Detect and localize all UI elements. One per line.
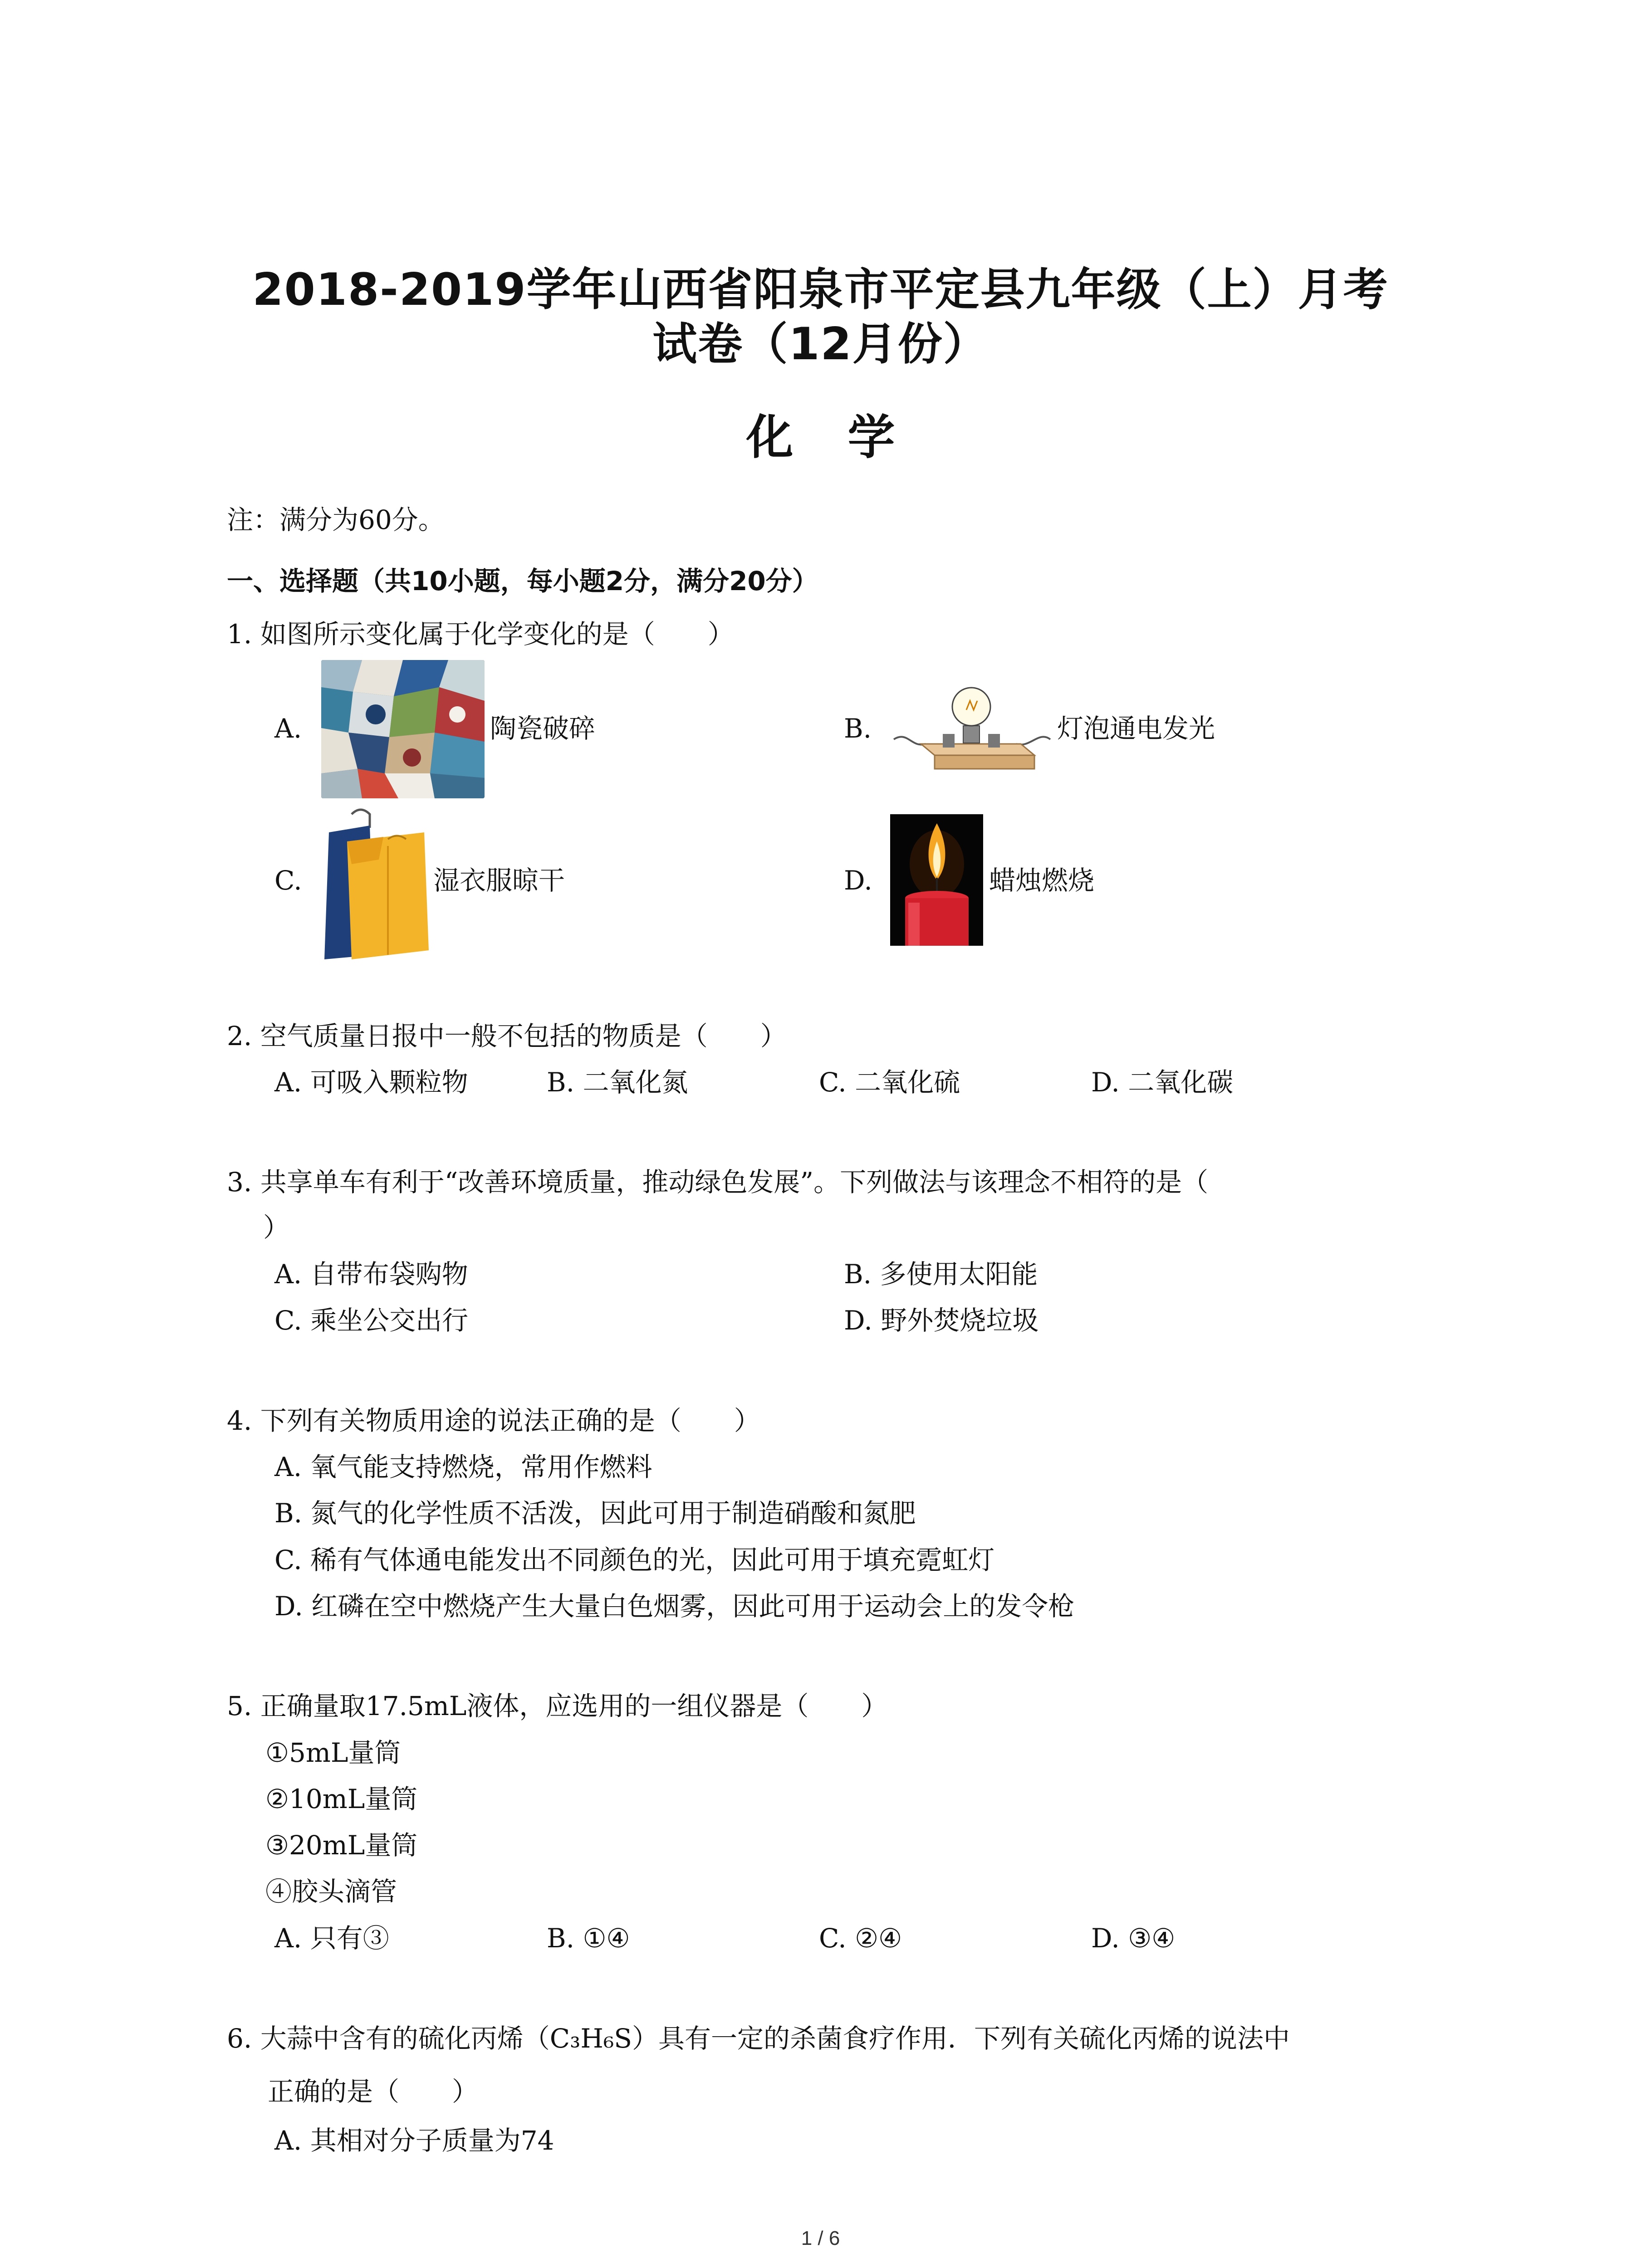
q5-item-3: ③20mL量筒 xyxy=(265,1830,418,1861)
q5-item-2: ②10mL量筒 xyxy=(265,1784,418,1814)
question-4-stem: 4. 下列有关物质用途的说法正确的是（ ） xyxy=(227,1405,760,1436)
q5-item-1: ①5mL量筒 xyxy=(265,1737,401,1768)
question-6-stem: 6. 大蒜中含有的硫化丙烯（C₃H₆S）具有一定的杀菌食疗作用．下列有关硫化丙烯的说法中 xyxy=(227,2023,1290,2054)
question-6-stem-cont: 正确的是（ ） xyxy=(268,2076,479,2107)
q3-option-c: C. 乘坐公交出行 xyxy=(274,1305,469,1336)
q1-option-c-text: 湿衣服晾干 xyxy=(433,865,565,896)
q1-option-a-text: 陶瓷破碎 xyxy=(490,713,596,744)
q4-option-c: C. 稀有气体通电能发出不同颜色的光，因此可用于填充霓虹灯 xyxy=(274,1545,995,1575)
q1-option-a-letter: A. xyxy=(274,713,302,744)
question-3-stem: 3. 共享单车有利于“改善环境质量，推动绿色发展”。下列做法与该理念不相符的是（ xyxy=(227,1167,1209,1198)
question-5-stem: 5. 正确量取17.5mL液体，应选用的一组仪器是（ ） xyxy=(227,1691,888,1721)
q2-option-d: D. 二氧化碳 xyxy=(1091,1067,1234,1098)
q2-option-b: B. 二氧化氮 xyxy=(547,1067,688,1098)
q3-option-b: B. 多使用太阳能 xyxy=(844,1259,1038,1290)
q4-option-a: A. 氧气能支持燃烧，常用作燃料 xyxy=(274,1452,652,1482)
q1-option-c-letter: C. xyxy=(274,865,302,896)
q5-option-a: A. 只有③ xyxy=(274,1923,389,1954)
q3-option-a: A. 自带布袋购物 xyxy=(274,1259,468,1290)
q5-option-b: B. ①④ xyxy=(547,1923,630,1954)
q4-option-d: D. 红磷在空中燃烧产生大量白色烟雾，因此可用于运动会上的发令枪 xyxy=(274,1591,1075,1622)
lightbulb-circuit-image xyxy=(889,676,1053,778)
question-1-stem: 1. 如图所示变化属于化学变化的是（ ） xyxy=(227,619,734,650)
drying-clothes-image xyxy=(320,805,433,966)
page-title-line2: 试卷（12月份） xyxy=(652,318,989,370)
question-2-stem: 2. 空气质量日报中一般不包括的物质是（ ） xyxy=(227,1021,787,1051)
page-number: 1 / 6 xyxy=(801,2227,840,2249)
q5-option-c: C. ②④ xyxy=(819,1923,902,1954)
q6-option-a: A. 其相对分子质量为74 xyxy=(274,2125,554,2156)
q5-option-d: D. ③④ xyxy=(1091,1923,1176,1954)
q3-option-d: D. 野外焚烧垃圾 xyxy=(844,1305,1039,1336)
burning-candle-image xyxy=(890,814,983,946)
broken-ceramics-image xyxy=(321,660,485,798)
page-title-line1: 2018-2019学年山西省阳泉市平定县九年级（上）月考 xyxy=(252,264,1389,316)
q4-option-b: B. 氮气的化学性质不活泼，因此可用于制造硝酸和氮肥 xyxy=(274,1498,916,1529)
q1-option-b-text: 灯泡通电发光 xyxy=(1057,713,1215,744)
score-note: 注：满分为60分。 xyxy=(227,504,445,535)
section-heading: 一、选择题（共10小题，每小题2分，满分20分） xyxy=(227,566,818,596)
q1-option-b-letter: B. xyxy=(844,713,872,744)
q2-option-c: C. 二氧化硫 xyxy=(819,1067,960,1098)
q1-option-d-letter: D. xyxy=(844,865,872,896)
q1-option-d-text: 蜡烛燃烧 xyxy=(989,865,1095,896)
q2-option-a: A. 可吸入颗粒物 xyxy=(274,1067,468,1098)
subject-title: 化学 xyxy=(746,410,950,465)
q5-item-4: ④胶头滴管 xyxy=(265,1876,397,1907)
question-3-stem-cont: ） xyxy=(263,1212,290,1243)
